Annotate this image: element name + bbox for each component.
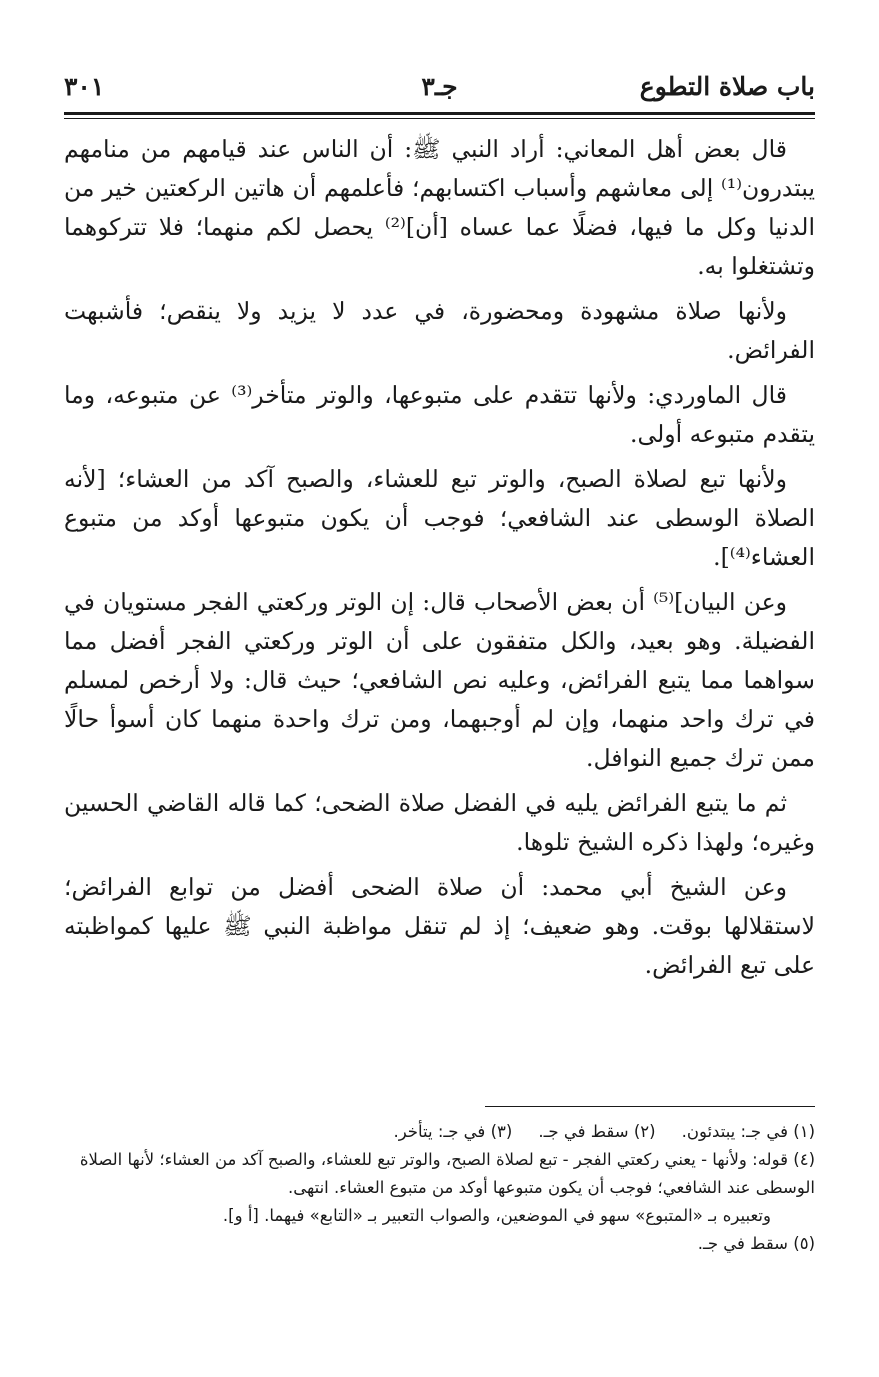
page-number: ٣٠١ [64, 72, 105, 101]
footnote-5: (٥) سقط في جـ. [697, 1234, 815, 1253]
paragraph: ولأنها تبع لصلاة الصبح، والوتر تبع للعشاء، والصبح آكد من العشاء؛ [لأنه الصلاة الوسطى عند الشافعي؛ فوجب أن يكون متبوعها أوكد من متبوع العشاء⁽⁴⁾]. [64, 465, 815, 571]
footnote-separator [485, 1106, 815, 1107]
page-header [64, 62, 815, 110]
paragraph: قال بعض أهل المعاني: أراد النبي ﷺ: أن الناس عند قيامهم من منامهم يبتدرون⁽¹⁾ إلى معاشهم وأسباب اكتسابهم؛ فأعلمهم أن هاتين الركعتين خير من الدنيا وكل ما فيها، فضلًا عما عساه [أن]⁽²⁾ يحصل لكم منهما؛ فلا تتركوهما وتشتغلوا به. [64, 135, 815, 280]
footnote-1: (١) في جـ: يبتدئون. [681, 1122, 815, 1141]
header-rule-thin [64, 118, 815, 119]
paragraph: ولأنها صلاة مشهودة ومحضورة، في عدد لا يزيد ولا ينقص؛ فأشبهت الفرائض. [64, 297, 815, 364]
footnote-row [64, 1118, 815, 1146]
paragraph: ثم ما يتبع الفرائض يليه في الفضل صلاة الضحى؛ كما قاله القاضي الحسين وغيره؛ ولهذا ذكره الشيخ تلوها. [64, 789, 815, 856]
paragraph: وعن الشيخ أبي محمد: أن صلاة الضحى أفضل من توابع الفرائض؛ لاستقلالها بوقت. وهو ضعيف؛ إذ لم تنقل مواظبة النبي ﷺ عليها كمواظبته على تبع الفرائض. [64, 873, 815, 979]
paragraph: قال الماوردي: ولأنها تتقدم على متبوعها، والوتر متأخر⁽³⁾ عن متبوعه، وما يتقدم متبوعه أولى. [64, 381, 815, 448]
volume-label: جـ٣ [421, 72, 458, 101]
paragraph: وعن البيان]⁽⁵⁾ أن بعض الأصحاب قال: إن الوتر وركعتي الفجر مستويان في الفضيلة. وهو بعيد، والكل متفقون على أن الوتر وركعتي الفجر أفضل مما سواهما مما يتبع الفرائض، وعليه نص الشافعي؛ حيث قال: ولا أرخص لمسلم في ترك واحد منهما، وإن لم أوجبهما، ومن ترك واحدة منهما كان أسوأ حالًا ممن ترك جميع النوافل. [64, 588, 815, 772]
footnotes [64, 1118, 815, 1258]
main-text [64, 130, 815, 991]
footnote-2: (٢) سقط في جـ. [538, 1122, 656, 1141]
footnote-3: (٣) في جـ: يتأخر. [393, 1122, 513, 1141]
footnote-4: (٤) قوله: ولأنها - يعني ركعتي الفجر - تبع لصلاة الصبح، والوتر تبع للعشاء، والصبح آكد من العشاء؛ لأنها الصلاة الوسطى عند الشافعي؛ فوجب أن يكون متبوعها أوكد من متبوع العشاء. انتهى. [79, 1150, 815, 1197]
footnote-4-note: وتعبيره بـ «المتبوع» سهو في الموضعين، والصواب التعبير بـ «التابع» فيهما. [أ و]. [222, 1206, 771, 1225]
chapter-title: باب صلاة التطوع [639, 72, 815, 101]
header-rule-thick [64, 112, 815, 115]
